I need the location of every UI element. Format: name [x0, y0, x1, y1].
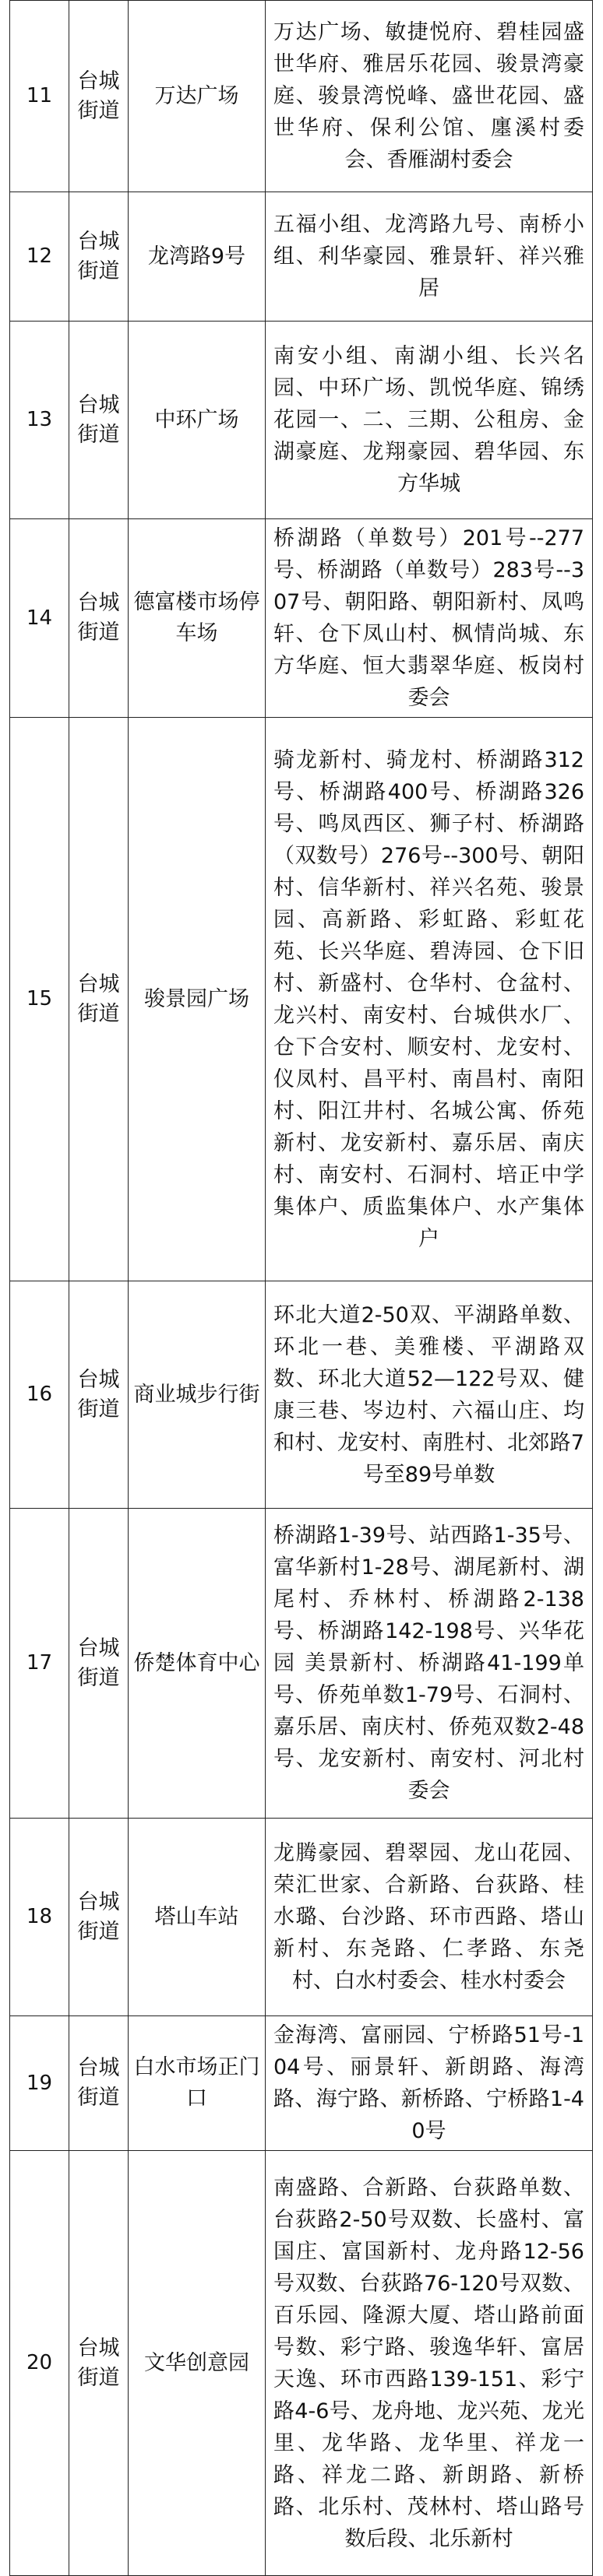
street-name: 台城街道	[69, 1509, 129, 1819]
street-name: 台城街道	[69, 322, 129, 519]
table-row	[10, 1509, 593, 1819]
table-row	[10, 718, 593, 1281]
location-name: 文华创意园	[129, 2151, 266, 2576]
row-number: 12	[10, 192, 69, 322]
covered-area: 桥湖路（单数号）201号--277号、桥湖路（单数号）283号--307号、朝阳路、朝阳新村、凤鸣轩、仓下凤山村、枫情尚城、东方华庭、恒大翡翠华庭、板岗村委会	[266, 519, 593, 718]
covered-area: 骑龙新村、骑龙村、桥湖路312号、桥湖路400号、桥湖路326号、鸣凤西区、狮子村、桥湖路（双数号）276号--300号、朝阳村、信华新村、祥兴名苑、骏景园、高新路、彩虹路、彩虹花苑、长兴华庭、碧涛园、仓下旧村、新盛村、仓华村、仓盆村、龙兴村、南安村、台城供水厂、仓下合安村、顺安村、龙安村、仪凤村、昌平村、南昌村、南阳村、阳江井村、名城公寓、侨苑新村、龙安新村、嘉乐居、南庆村、南安村、石洞村、培正中学集体户、质监集体户、水产集体户	[266, 718, 593, 1281]
covered-area: 桥湖路1-39号、站西路1-35号、富华新村1-28号、湖尾新村、湖尾村、乔林村、桥湖路2-138号、桥湖路142-198号、兴华花园 美景新村、桥湖路41-199单号、侨苑单数1-79号、石洞村、嘉乐居、南庆村、侨苑双数2-48号、龙安新村、南安村、河北村委会	[266, 1509, 593, 1819]
row-number: 14	[10, 519, 69, 718]
table-row	[10, 2016, 593, 2151]
location-name: 德富楼市场停车场	[129, 519, 266, 718]
street-name: 台城街道	[69, 1819, 129, 2016]
row-number: 20	[10, 2151, 69, 2576]
street-name: 台城街道	[69, 2016, 129, 2151]
location-name: 骏景园广场	[129, 718, 266, 1281]
location-name: 商业城步行街	[129, 1281, 266, 1509]
area-table	[9, 0, 593, 2576]
table-row	[10, 322, 593, 519]
location-name: 中环广场	[129, 322, 266, 519]
table-row	[10, 1, 593, 192]
covered-area: 万达广场、敏捷悦府、碧桂园盛世华府、雅居乐花园、骏景湾豪庭、骏景湾悦峰、盛世花园、盛世华府、保利公馆、廛溪村委会、香雁湖村委会	[266, 1, 593, 192]
street-name: 台城街道	[69, 2151, 129, 2576]
street-name: 台城街道	[69, 519, 129, 718]
location-name: 龙湾路9号	[129, 192, 266, 322]
row-number: 18	[10, 1819, 69, 2016]
street-name: 台城街道	[69, 1, 129, 192]
covered-area: 环北大道2-50双、平湖路单数、环北一巷、美雅楼、平湖路双数、环北大道52—122号双、健康三巷、岑边村、六福山庄、均和村、龙安村、南胜村、北郊路7号至89号单数	[266, 1281, 593, 1509]
location-name: 塔山车站	[129, 1819, 266, 2016]
street-name: 台城街道	[69, 1281, 129, 1509]
covered-area: 龙腾豪园、碧翠园、龙山花园、荣汇世家、合新路、台荻路、桂水璐、台沙路、环市西路、塔山新村、东尧路、仁孝路、东尧村、白水村委会、桂水村委会	[266, 1819, 593, 2016]
covered-area: 五福小组、龙湾路九号、南桥小组、利华豪园、雅景轩、祥兴雅居	[266, 192, 593, 322]
row-number: 11	[10, 1, 69, 192]
table-row	[10, 2151, 593, 2576]
street-name: 台城街道	[69, 718, 129, 1281]
table-row	[10, 1281, 593, 1509]
street-name: 台城街道	[69, 192, 129, 322]
covered-area: 南盛路、合新路、台荻路单数、台荻路2-50号双数、长盛村、富国庄、富国新村、龙舟路12-56号双数、台荻路76-120号双数、百乐园、隆源大厦、塔山路前面号数、彩宁路、骏逸华轩、富居天逸、环市西路139-151、彩宁路4-6号、龙舟地、龙兴苑、龙光里、龙华路、龙华里、祥龙一路、祥龙二路、新朗路、新桥路、北乐村、茂林村、塔山路号数后段、北乐新村	[266, 2151, 593, 2576]
row-number: 19	[10, 2016, 69, 2151]
row-number: 16	[10, 1281, 69, 1509]
covered-area: 南安小组、南湖小组、长兴名园、中环广场、凯悦华庭、锦绣花园一、二、三期、公租房、金湖豪庭、龙翔豪园、碧华园、东方华城	[266, 322, 593, 519]
row-number: 15	[10, 718, 69, 1281]
location-name: 白水市场正门口	[129, 2016, 266, 2151]
location-name: 万达广场	[129, 1, 266, 192]
covered-area: 金海湾、富丽园、宁桥路51号-104号、丽景轩、新朗路、海湾路、海宁路、新桥路、宁桥路1-40号	[266, 2016, 593, 2151]
table-row	[10, 1819, 593, 2016]
table-row	[10, 192, 593, 322]
row-number: 13	[10, 322, 69, 519]
row-number: 17	[10, 1509, 69, 1819]
location-name: 侨楚体育中心	[129, 1509, 266, 1819]
table-row	[10, 519, 593, 718]
